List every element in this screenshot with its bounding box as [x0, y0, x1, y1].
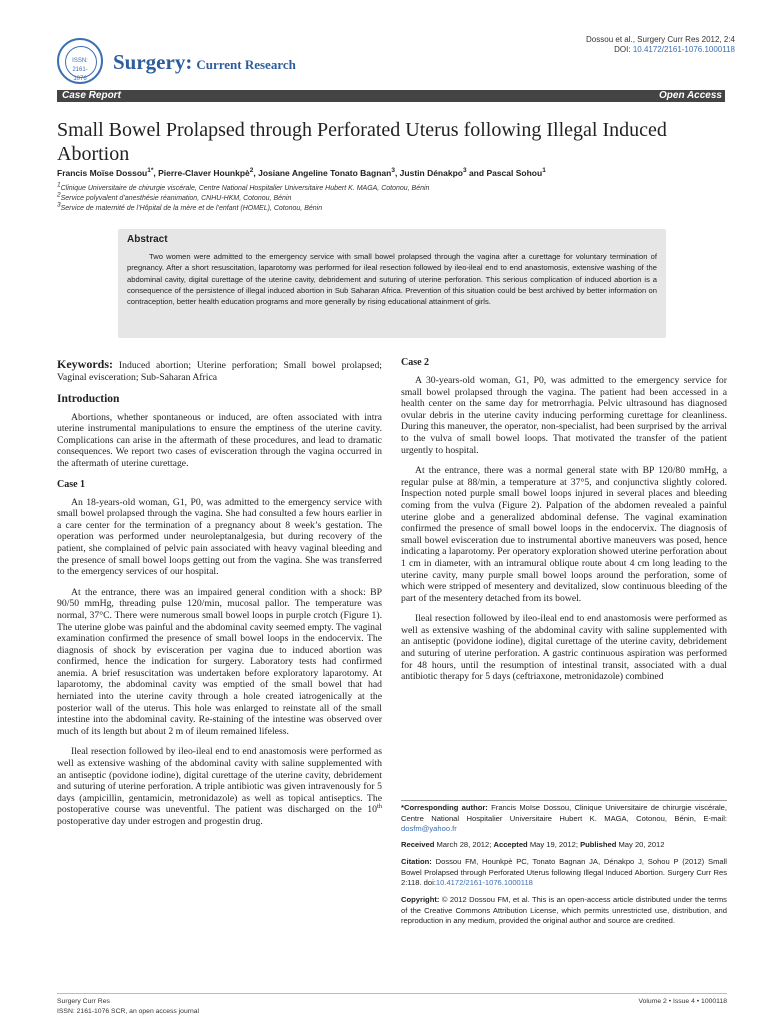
- affiliation: [57, 191, 727, 204]
- access-badge: Open Access: [659, 90, 722, 101]
- case1-paragraph: An 18-years-old woman, G1, P0, was admitted to the emergency service with small bowel prolapsed through the vagina. She had consulted a few hours earlier in a care center for the termination of a pregnancy about 8 week’s gestation. The operation was performed under neuroleptanalgesia, but during recovery of the patient, she complained of pelvic pain associated with heavy vaginal bleeding and the presence of small bowel loops getting out from the vagina. She was transferred to the emergency services of our hospital.: [57, 496, 382, 578]
- citation-doi-link[interactable]: 10.4172/2161-1076.1000118: [435, 878, 533, 887]
- affiliation: [57, 201, 727, 214]
- abstract-text: Two women were admitted to the emergency service with small bowel prolapsed through the vagina after a curettage for voluntary termination of pregnancy. After a short resuscitation, laparotomy was performed for ileal resection followed by ileo-ileal end to end anastomosis, extensive washing of the abdominal cavity, digital curettage of the uterine cavity, debridement and suturing of uterine perforation. This serious complication of induced abortion is a consequence of the persistence of illegal induced abortion in Sub Saharan Africa. Prevention of this situation could be best archived by better information on contraception, better health education programs and more generally by rising educational attainment of girls.: [127, 252, 657, 307]
- footer-volume: Volume 2 • Issue 4 • 1000118: [638, 998, 727, 1005]
- case2-heading: Case 2: [401, 357, 430, 368]
- doi-label: DOI:: [614, 45, 631, 54]
- affiliation-sup: 3: [57, 201, 61, 209]
- copyright-text: © 2012 Dossou FM, et al. This is an open-access article distributed under the terms of the Creative Commons Attribution License, which permits unrestricted use, distribution, and reproduction in any medium, provided the original author and source are credited.: [401, 895, 727, 925]
- affiliations: [57, 181, 727, 214]
- author-sup: 1*: [147, 167, 154, 175]
- copyright-block: [401, 895, 727, 927]
- published-label: Published: [580, 840, 617, 849]
- author-sup: 3: [391, 167, 395, 175]
- journal-name-main: Surgery:: [113, 50, 193, 74]
- citation-text: Dossou FM, Hounkpè PC, Tonato Bagnan JA, Dénakpo J, Sohou P (2012) Small Bowel Prolapsed through Perforated Uterus following Illegal Induced Abortion. Surgery Curr Res 2:118. doi:: [401, 857, 727, 887]
- article-type-bar: [57, 90, 725, 102]
- introduction-text: Abortions, whether spontaneous or induced, are often associated with intra uterine instrumental manipulations to ensure the emptiness of the uterine cavity. Complications can arise in the aftermath of these procedures, and lead to dramatic consequences. We report two cases of evisceration through the vagina occurred in the aftermath of uterine curettage.: [57, 411, 382, 469]
- footer-issn: ISSN: 2161-1076 SCR, an open access journal: [57, 1008, 200, 1015]
- case1-p3-text: Ileal resection followed by ileo-ileal end to end anastomosis were performed as well as extensive washing of the abdominal cavity with saline supplemented with an antiseptic (povidone iodine), digital curettage of the uterine cavity, debridement and suturing of uterine perforation. A triple antibiotic was given intravenously for 5 days (ampicillin, gentamicin, metronidazole) as well as topical antiseptics. The postoperative course was uneventful. The patient was discharged on the 10: [57, 746, 382, 816]
- doi-link[interactable]: 10.4172/2161-1076.1000118: [632, 45, 735, 54]
- affiliation-sup: 1: [57, 181, 61, 189]
- author-sup: 1: [542, 167, 546, 175]
- introduction-heading: Introduction: [57, 392, 120, 405]
- case1-p3-tail: postoperative day under estrogen and progestin drug.: [57, 816, 263, 827]
- ordinal-sup: th: [376, 803, 382, 811]
- author-list: Francis Moïse Dossou$^{1*}$, Pierre-Claver Hounkpè$^2$, Josiane Angeline Tonato Bagnan$^3$, Justin Dénakpo$^3$ and Pascal Sohou$^1$: [57, 167, 546, 178]
- author: Francis Moïse Dossou: [57, 168, 148, 178]
- keywords-text: Induced abortion; Uterine perforation; Small bowel prolapsed; Vaginal evisceration; Sub-Saharan Africa: [57, 360, 382, 383]
- published-date: May 20, 2012: [618, 840, 665, 849]
- case1-heading: Case 1: [57, 478, 86, 490]
- right-column: [401, 357, 727, 692]
- case2-paragraph: A 30-years-old woman, G1, P0, was admitted to the emergency service for small bowel prolapsed through the vagina. The patient had been accessed in a health center on the same day for metrorrhagia. Pelvic ultrasound has diagnosed ovular debris in the uterine cavity inducing performing curettage for cleanliness. During this maneuver, the operator, non-specialist, had been surprised by the arrival to the vulva of small bowel loops. That motivated the transfer of the patient urgently to hospital.: [401, 375, 727, 456]
- corresponding-text: Francis Moïse Dossou, Clinique Universitaire de chirurgie viscérale, Centre National Hospitalier Universitaire Hubert K. MAGA, Cotonou, Bénin, E-mail:: [401, 803, 727, 823]
- copyright-label: Copyright:: [401, 895, 440, 904]
- author: Pierre-Claver Hounkpè: [158, 168, 250, 178]
- journal-name: [113, 50, 296, 75]
- citation-block: [401, 857, 727, 889]
- author: Justin Dénakpo: [399, 168, 463, 178]
- email-link[interactable]: dosfm@yahoo.fr: [401, 824, 457, 833]
- journal-logo: [57, 38, 103, 84]
- affiliation-text: Service de maternité de l’Hôpital de la mère et de l’enfant (HOMEL), Cotonou, Bénin: [60, 205, 323, 212]
- footer-journal: [57, 997, 199, 1017]
- received-label: Received: [401, 840, 435, 849]
- author: Josiane Angeline Tonato Bagnan: [258, 168, 392, 178]
- case1-paragraph: At the entrance, there was an impaired general condition with a shock: BP 90/50 mmHg, threading pulse 120/min, mucosal pallor. The temperature was normal, 37°C. There were numerous small bowel loops in purple crotch (Figure 1). The uterine globe was painful and the abdominal cavity seemed empty. The vaginal examination confirmed the presence of small bowel loops in the endocervix. The diagnosis of shock by evisceration per vagina due to induced abortion was confirmed, hence the indication for surgery. Laboratory tests had confirmed anemia. A brief resuscitation was undertaken before exploratory laparotomy. At laparotomy, the abdominal cavity was emptied of the small bowel that had herniated into the uterine cavity through a hole created iatrogenically at the posterior wall of the uterus. This hole was enlarged to reinstate all of the small intestine into the abdominal cavity. Re-staining of the intestine was observed over much of its length but about 2 m of ileum remained lifeless.: [57, 586, 382, 737]
- affiliation-sup: 2: [57, 191, 61, 199]
- affiliation: [57, 181, 727, 194]
- abstract-heading: Abstract: [127, 234, 168, 245]
- author-sup: 2: [249, 167, 254, 175]
- citation-text: Dossou et al., Surgery Curr Res 2012, 2:4: [586, 35, 735, 44]
- keywords-label: Keywords:: [57, 357, 113, 371]
- received-date: March 28, 2012;: [436, 840, 492, 849]
- affiliation-text: Clinique Universitaire de chirurgie viscérale, Centre National Hospitalier Universitaire Hubert K. MAGA, Cotonou, Bénin: [60, 185, 430, 192]
- affiliation-text: Service polyvalent d’anesthésie réanimation, CNHU-HKM, Cotonou, Bénin: [60, 195, 292, 202]
- author-sup: 3: [462, 167, 467, 175]
- footer-journal-name: Surgery Curr Res: [57, 998, 110, 1005]
- case2-paragraph: Ileal resection followed by ileo-ileal end to end anastomosis were performed as well as extensive washing of the abdominal cavity with saline supplemented with an antiseptic (povidone iodine), digital curettage of the uterine cavity, debridement and suturing of uterine perforation. A gastric continuous aspiration was performed for 48 hours, until the resumption of intestinal transit, associated with a dual antibiotic therapy for 5 days (ceftriaxone, metronidazole) combined: [401, 613, 727, 683]
- abstract-box: [118, 229, 666, 338]
- footer-divider: [57, 993, 727, 994]
- article-dates: [401, 840, 727, 851]
- header-citation: [586, 35, 735, 55]
- accepted-date: May 19, 2012;: [529, 840, 578, 849]
- left-column: [57, 357, 382, 837]
- journal-name-sub: Current Research: [196, 57, 296, 72]
- accepted-label: Accepted: [493, 840, 528, 849]
- article-type: Case Report: [62, 90, 121, 101]
- author: Pascal Sohou: [486, 168, 543, 178]
- article-title: Small Bowel Prolapsed through Perforated Uterus following Illegal Induced Abortion: [57, 119, 667, 165]
- citation-label: Citation:: [401, 857, 432, 866]
- footnote-divider: [401, 800, 727, 801]
- keywords: [57, 357, 382, 384]
- corresponding-author: [401, 803, 727, 835]
- logo-text: ISSN: 2161-1076: [68, 57, 92, 66]
- case1-paragraph: [57, 746, 382, 827]
- corresponding-label: *Corresponding author:: [401, 803, 488, 812]
- case2-paragraph: At the entrance, there was a normal general state with BP 120/80 mmHg, a regular pulse at 88/min, a temperature at 37°5, and conjunctiva slightly colored. Inspection noted purple small bowel loops injured in several places and bleeding coming from the vulva (Figure 2). Palpation of the abdomen revealed a painful uterine globe and a generalized abdominal defense. The vaginal examination confirmed the presence of small bowel loops in the endocervix. The diagnosis of small bowel evisceration due to instrumental abortive maneuvers was posed, hence indicating a laparotomy. Per operatory exploration showed uterine perforation about 1 cm in diameter, with an intramural oblique route about 4 cm long leading to the uterine cavity, many purple small bowel loops around the perforation, some of which were stripped of mesentery and devitalized, slow continuous bleeding of the part of the mesentery detached from its bowel.: [401, 465, 727, 604]
